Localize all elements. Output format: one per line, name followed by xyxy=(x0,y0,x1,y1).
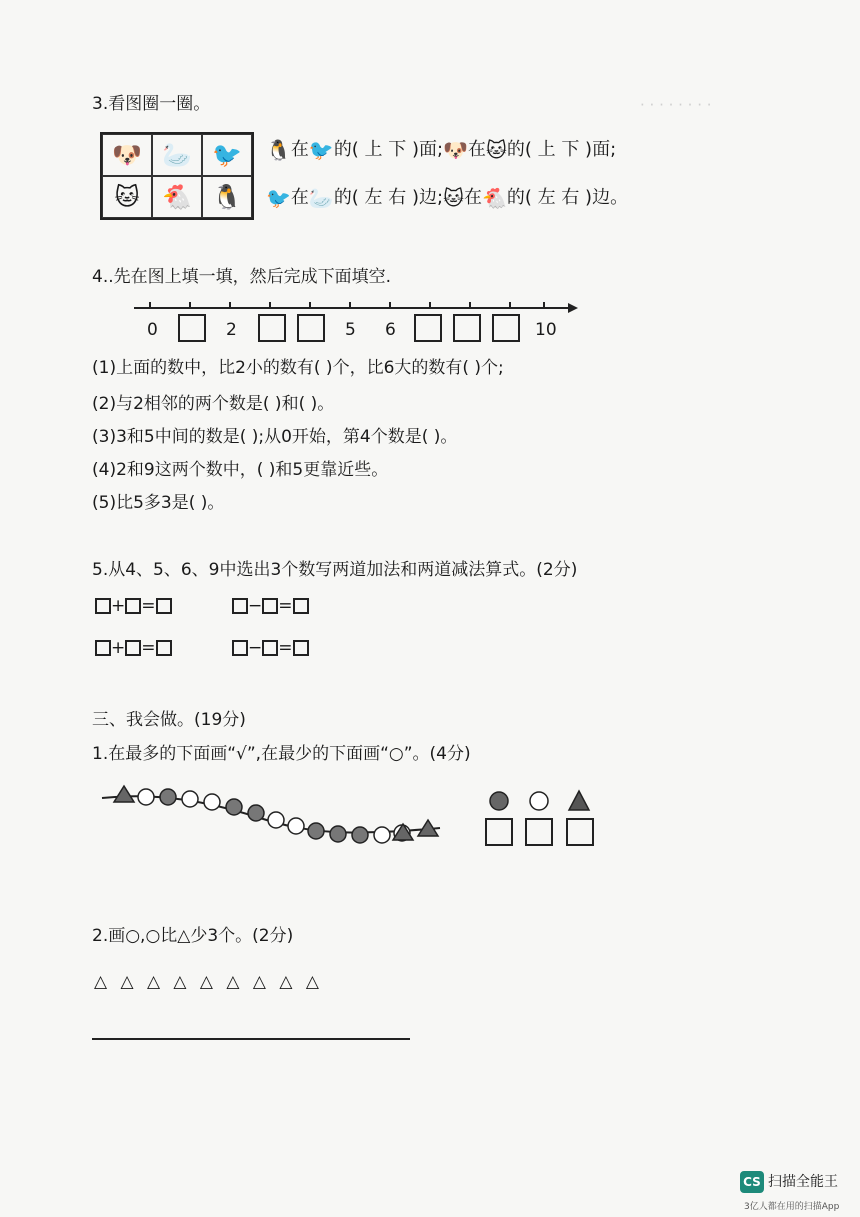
app-tagline: 3亿人都在用的扫描App xyxy=(744,1202,840,1212)
answer-box[interactable] xyxy=(125,640,141,656)
chicken-icon: 🐔 xyxy=(481,186,507,210)
goose-icon: 🦢 xyxy=(152,134,202,176)
answer-box[interactable] xyxy=(125,598,141,614)
answer-box[interactable] xyxy=(525,818,553,846)
cat-icon: 🐱 xyxy=(102,176,152,218)
penguin-icon: 🐧 xyxy=(202,176,252,218)
answer-box[interactable] xyxy=(95,640,111,656)
goose-icon: 🦢 xyxy=(308,186,334,210)
nl-blank-4[interactable] xyxy=(297,314,325,342)
penguin-icon: 🐧 xyxy=(266,138,291,162)
nl-blank-3[interactable] xyxy=(258,314,286,342)
camscanner-logo: CS xyxy=(740,1171,764,1193)
q4-item-5: (5)比5多3是( )。 xyxy=(92,493,225,513)
dog-icon: 🐶 xyxy=(443,138,468,162)
answer-box[interactable] xyxy=(232,598,248,614)
answer-box[interactable] xyxy=(262,640,278,656)
addition-equation-1: + = xyxy=(95,596,172,616)
chicken-icon: 🐔 xyxy=(152,176,202,218)
app-name: 扫描全能王 xyxy=(768,1174,838,1190)
q4-item-4: (4)2和9这两个数中，( )和5更靠近些。 xyxy=(92,460,389,480)
answer-box[interactable] xyxy=(156,640,172,656)
answer-box[interactable] xyxy=(293,598,309,614)
bead-string xyxy=(100,780,450,850)
answer-box[interactable] xyxy=(156,598,172,614)
shape-legend xyxy=(484,786,599,816)
q4-item-1: (1)上面的数中，比2小的数有( )个，比6大的数有( )个; xyxy=(92,358,504,378)
s3-q2-text: 2.画○,○比△少3个。(2分) xyxy=(92,926,294,946)
bird-icon: 🐦 xyxy=(266,186,291,210)
subtraction-equation-2: − = xyxy=(232,638,309,658)
subtraction-equation-1: − = xyxy=(232,596,309,616)
q4-title: 4..先在图上填一填，然后完成下面填空. xyxy=(92,267,392,287)
bleed-through-text: · · · · · · · · xyxy=(640,96,712,114)
nl-label-10: 10 xyxy=(535,320,557,340)
dog-icon: 🐶 xyxy=(102,134,152,176)
addition-equation-2: + = xyxy=(95,638,172,658)
nl-label-5: 5 xyxy=(345,320,356,340)
animal-grid xyxy=(100,132,254,220)
nl-blank-7[interactable] xyxy=(414,314,442,342)
q4-item-2: (2)与2相邻的两个数是( )和( )。 xyxy=(92,394,335,414)
nl-label-6: 6 xyxy=(385,320,396,340)
triangle-row: △ △ △ △ △ △ △ △ △ xyxy=(94,972,323,992)
cat-icon: 🐱 xyxy=(486,138,507,162)
q3-title: 3.看图圈一圈。 xyxy=(92,94,211,114)
nl-label-2: 2 xyxy=(226,320,237,340)
q4-item-3: (3)3和5中间的数是( );从0开始，第4个数是( )。 xyxy=(92,427,458,447)
answer-box[interactable] xyxy=(566,818,594,846)
answer-box[interactable] xyxy=(232,640,248,656)
q3-line1: 🐧在🐦的( 上 下 )面;🐶在🐱的( 上 下 )面; xyxy=(266,138,617,162)
answer-box[interactable] xyxy=(262,598,278,614)
answer-box[interactable] xyxy=(485,818,513,846)
answer-line[interactable] xyxy=(92,1038,410,1040)
q3-line2: 🐦在🦢的( 左 右 )边;🐱在🐔的( 左 右 )边。 xyxy=(266,186,629,210)
q5-title: 5.从4、5、6、9中选出3个数写两道加法和两道减法算式。(2分) xyxy=(92,560,578,580)
nl-blank-1[interactable] xyxy=(178,314,206,342)
section3-title: 三、我会做。(19分) xyxy=(92,710,246,730)
nl-label-0: 0 xyxy=(147,320,158,340)
nl-blank-9[interactable] xyxy=(492,314,520,342)
bird-icon: 🐦 xyxy=(202,134,252,176)
answer-box[interactable] xyxy=(293,640,309,656)
s3-q1-text: 1.在最多的下面画“√”,在最少的下面画“○”。(4分) xyxy=(92,744,471,764)
answer-box[interactable] xyxy=(95,598,111,614)
nl-blank-8[interactable] xyxy=(453,314,481,342)
bird-icon: 🐦 xyxy=(308,138,334,162)
cat-icon: 🐱 xyxy=(443,186,464,210)
